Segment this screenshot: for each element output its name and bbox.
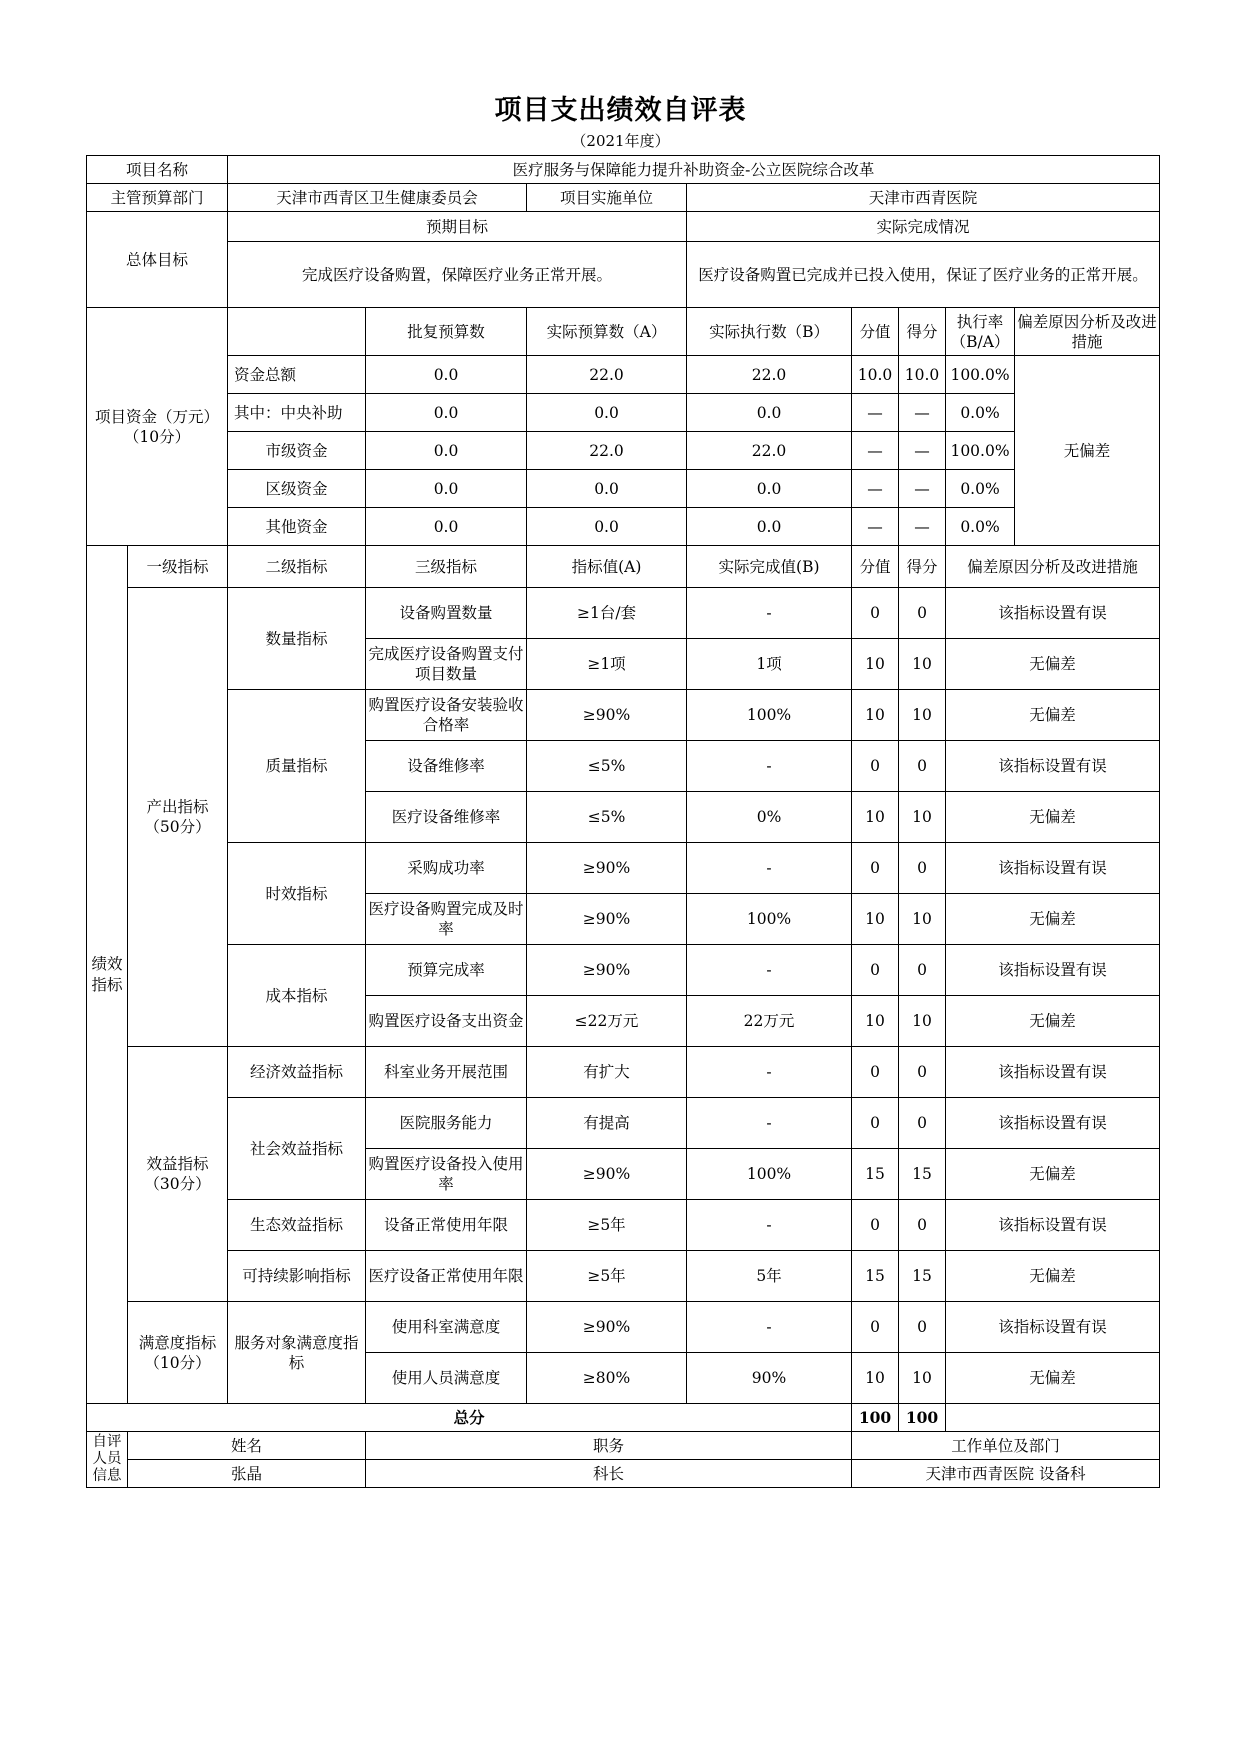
- perf-header-actual: 实际完成值(B): [687, 546, 852, 588]
- fund-row-rate: 0.0%: [946, 394, 1015, 432]
- level2-indicator: 经济效益指标: [228, 1047, 366, 1098]
- score-value: 15: [852, 1251, 899, 1302]
- deviation-note: 该指标设置有误: [946, 945, 1160, 996]
- fund-row-got: —: [899, 432, 946, 470]
- got-value: 0: [899, 843, 946, 894]
- level3-indicator: 医院服务能力: [366, 1098, 527, 1149]
- score-value: 0: [852, 945, 899, 996]
- goal-label: 总体目标: [87, 212, 228, 308]
- indicator-row: [87, 1098, 1160, 1149]
- level1-indicator: 效益指标（30分）: [128, 1047, 228, 1302]
- got-value: 0: [899, 741, 946, 792]
- level2-indicator: 可持续影响指标: [228, 1251, 366, 1302]
- reviewer-title: 科长: [366, 1460, 852, 1488]
- score-value: 10: [852, 996, 899, 1047]
- fund-row-score: —: [852, 432, 899, 470]
- target-value: ≥5年: [527, 1251, 687, 1302]
- fund-row-name: 其他资金: [228, 508, 366, 546]
- level3-indicator: 采购成功率: [366, 843, 527, 894]
- reviewer-title-label: 职务: [366, 1432, 852, 1460]
- expected-goal: 完成医疗设备购置，保障医疗业务正常开展。: [228, 242, 687, 308]
- target-value: ≥5年: [527, 1200, 687, 1251]
- fund-row-score: —: [852, 470, 899, 508]
- actual-value: 22万元: [687, 996, 852, 1047]
- total-got: 100: [899, 1404, 946, 1432]
- deviation-note: 无偏差: [946, 1149, 1160, 1200]
- actual-value: 100%: [687, 690, 852, 741]
- got-value: 15: [899, 1149, 946, 1200]
- level3-indicator: 设备正常使用年限: [366, 1200, 527, 1251]
- target-value: ≤5%: [527, 792, 687, 843]
- deviation-note: 无偏差: [946, 894, 1160, 945]
- perf-header-l2: 二级指标: [228, 546, 366, 588]
- project-name-label: 项目名称: [87, 156, 228, 184]
- actual-value: -: [687, 588, 852, 639]
- target-value: ≥90%: [527, 690, 687, 741]
- funds-header-rate: 执行率（B/A）: [946, 308, 1015, 356]
- total-blank: [946, 1404, 1160, 1432]
- indicator-row: [87, 1302, 1160, 1353]
- got-value: 0: [899, 1302, 946, 1353]
- funds-header-exec: 实际执行数（B）: [687, 308, 852, 356]
- got-value: 10: [899, 894, 946, 945]
- perf-header-l3: 三级指标: [366, 546, 527, 588]
- level2-indicator: 社会效益指标: [228, 1098, 366, 1200]
- actual-value: -: [687, 1047, 852, 1098]
- reviewer-org: 天津市西青医院 设备科: [852, 1460, 1160, 1488]
- perf-header-deviation: 偏差原因分析及改进措施: [946, 546, 1160, 588]
- level3-indicator: 医疗设备购置完成及时率: [366, 894, 527, 945]
- actual-value: -: [687, 945, 852, 996]
- deviation-note: 无偏差: [946, 1353, 1160, 1404]
- fund-row-exec: 22.0: [687, 432, 852, 470]
- level2-indicator: 服务对象满意度指标: [228, 1302, 366, 1404]
- fund-row-name: 其中：中央补助: [228, 394, 366, 432]
- actual-value: 1项: [687, 639, 852, 690]
- performance-section: [87, 546, 1160, 1404]
- target-value: ≥90%: [527, 894, 687, 945]
- actual-value: -: [687, 741, 852, 792]
- level3-indicator: 使用人员满意度: [366, 1353, 527, 1404]
- fund-row-score: —: [852, 508, 899, 546]
- perf-header-l1: 一级指标: [128, 546, 228, 588]
- fund-row-exec: 22.0: [687, 356, 852, 394]
- reviewer-org-label: 工作单位及部门: [852, 1432, 1160, 1460]
- dept-value: 天津市西青区卫生健康委员会: [228, 184, 527, 212]
- deviation-note: 无偏差: [946, 690, 1160, 741]
- expected-goal-header: 预期目标: [228, 212, 687, 242]
- level3-indicator: 购置医疗设备安装验收合格率: [366, 690, 527, 741]
- form-title: 项目支出绩效自评表: [494, 95, 747, 126]
- indicator-row: [87, 945, 1160, 996]
- unit-label: 项目实施单位: [527, 184, 687, 212]
- funds-deviation: 无偏差: [1015, 356, 1160, 546]
- fund-row-got: —: [899, 394, 946, 432]
- funds-header-deviation: 偏差原因分析及改进措施: [1015, 308, 1160, 356]
- target-value: 有扩大: [527, 1047, 687, 1098]
- fund-row-got: —: [899, 470, 946, 508]
- level3-indicator: 购置医疗设备支出资金: [366, 996, 527, 1047]
- deviation-note: 该指标设置有误: [946, 1047, 1160, 1098]
- fund-row-approved: 0.0: [366, 432, 527, 470]
- reviewer-label: 自评人员信息: [87, 1432, 128, 1488]
- deviation-note: 该指标设置有误: [946, 741, 1160, 792]
- fund-row-rate: 100.0%: [946, 356, 1015, 394]
- actual-value: -: [687, 1302, 852, 1353]
- deviation-note: 该指标设置有误: [946, 588, 1160, 639]
- perf-header-score: 分值: [852, 546, 899, 588]
- score-value: 15: [852, 1149, 899, 1200]
- score-value: 0: [852, 741, 899, 792]
- actual-value: 100%: [687, 894, 852, 945]
- fund-row-score: —: [852, 394, 899, 432]
- deviation-note: 无偏差: [946, 996, 1160, 1047]
- fund-row-name: 资金总额: [228, 356, 366, 394]
- level1-indicator: 产出指标（50分）: [128, 588, 228, 1047]
- fund-row-rate: 0.0%: [946, 470, 1015, 508]
- fund-row-approved: 0.0: [366, 356, 527, 394]
- fund-row-got: —: [899, 508, 946, 546]
- level3-indicator: 完成医疗设备购置支付项目数量: [366, 639, 527, 690]
- reviewer-name-label: 姓名: [128, 1432, 366, 1460]
- fund-row-approved: 0.0: [366, 508, 527, 546]
- funds-header-blank: [228, 308, 366, 356]
- got-value: 0: [899, 1200, 946, 1251]
- target-value: 有提高: [527, 1098, 687, 1149]
- fund-row-approved: 0.0: [366, 394, 527, 432]
- perf-label: 绩效指标: [87, 546, 128, 1404]
- score-value: 10: [852, 894, 899, 945]
- indicator-row: [87, 1200, 1160, 1251]
- actual-value: 100%: [687, 1149, 852, 1200]
- funds-header-score: 分值: [852, 308, 899, 356]
- level3-indicator: 使用科室满意度: [366, 1302, 527, 1353]
- level3-indicator: 设备维修率: [366, 741, 527, 792]
- target-value: ≤22万元: [527, 996, 687, 1047]
- score-value: 0: [852, 843, 899, 894]
- indicator-row: [87, 1047, 1160, 1098]
- level3-indicator: 科室业务开展范围: [366, 1047, 527, 1098]
- level2-indicator: 时效指标: [228, 843, 366, 945]
- reviewer-name: 张晶: [128, 1460, 366, 1488]
- actual-value: -: [687, 1200, 852, 1251]
- fund-row-budget: 0.0: [527, 470, 687, 508]
- funds-header-approved: 批复预算数: [366, 308, 527, 356]
- project-name: 医疗服务与保障能力提升补助资金-公立医院综合改革: [228, 156, 1160, 184]
- score-value: 0: [852, 1047, 899, 1098]
- fund-row-name: 区级资金: [228, 470, 366, 508]
- score-value: 10: [852, 690, 899, 741]
- deviation-note: 无偏差: [946, 1251, 1160, 1302]
- level2-indicator: 成本指标: [228, 945, 366, 1047]
- total-score: 100: [852, 1404, 899, 1432]
- actual-value: 0%: [687, 792, 852, 843]
- score-value: 10: [852, 639, 899, 690]
- target-value: ≥90%: [527, 945, 687, 996]
- fund-row-name: 市级资金: [228, 432, 366, 470]
- level3-indicator: 预算完成率: [366, 945, 527, 996]
- dept-label: 主管预算部门: [87, 184, 228, 212]
- score-value: 0: [852, 588, 899, 639]
- score-value: 0: [852, 1098, 899, 1149]
- perf-header-target: 指标值(A): [527, 546, 687, 588]
- got-value: 10: [899, 639, 946, 690]
- deviation-note: 该指标设置有误: [946, 1302, 1160, 1353]
- got-value: 0: [899, 945, 946, 996]
- actual-goal-header: 实际完成情况: [687, 212, 1160, 242]
- level3-indicator: 设备购置数量: [366, 588, 527, 639]
- deviation-note: 该指标设置有误: [946, 1098, 1160, 1149]
- level2-indicator: 生态效益指标: [228, 1200, 366, 1251]
- form-year: （2021年度）: [571, 132, 670, 150]
- level2-indicator: 质量指标: [228, 690, 366, 843]
- indicator-row: [87, 690, 1160, 741]
- got-value: 10: [899, 996, 946, 1047]
- target-value: ≥1项: [527, 639, 687, 690]
- target-value: ≥1台/套: [527, 588, 687, 639]
- score-value: 10: [852, 1353, 899, 1404]
- fund-row-budget: 22.0: [527, 432, 687, 470]
- got-value: 0: [899, 1098, 946, 1149]
- fund-row-budget: 0.0: [527, 508, 687, 546]
- got-value: 0: [899, 588, 946, 639]
- level1-indicator: 满意度指标（10分）: [128, 1302, 228, 1404]
- fund-row-budget: 22.0: [527, 356, 687, 394]
- got-value: 10: [899, 792, 946, 843]
- perf-header-got: 得分: [899, 546, 946, 588]
- fund-row-exec: 0.0: [687, 470, 852, 508]
- target-value: ≥90%: [527, 1149, 687, 1200]
- got-value: 10: [899, 1353, 946, 1404]
- got-value: 0: [899, 1047, 946, 1098]
- score-value: 0: [852, 1302, 899, 1353]
- target-value: ≥90%: [527, 1302, 687, 1353]
- unit-value: 天津市西青医院: [687, 184, 1160, 212]
- deviation-note: 无偏差: [946, 639, 1160, 690]
- score-value: 0: [852, 1200, 899, 1251]
- target-value: ≥90%: [527, 843, 687, 894]
- indicator-row: [87, 1251, 1160, 1302]
- total-label: 总分: [87, 1404, 852, 1432]
- fund-row-rate: 100.0%: [946, 432, 1015, 470]
- indicator-row: [87, 843, 1160, 894]
- fund-row-exec: 0.0: [687, 394, 852, 432]
- fund-row-score: 10.0: [852, 356, 899, 394]
- deviation-note: 无偏差: [946, 792, 1160, 843]
- fund-row-rate: 0.0%: [946, 508, 1015, 546]
- fund-row-approved: 0.0: [366, 470, 527, 508]
- actual-value: -: [687, 843, 852, 894]
- level3-indicator: 医疗设备正常使用年限: [366, 1251, 527, 1302]
- target-value: ≤5%: [527, 741, 687, 792]
- deviation-note: 该指标设置有误: [946, 843, 1160, 894]
- actual-value: -: [687, 1098, 852, 1149]
- actual-goal: 医疗设备购置已完成并已投入使用，保证了医疗业务的正常开展。: [687, 242, 1160, 308]
- funds-label: [87, 308, 228, 546]
- self-evaluation-table: [86, 155, 1160, 1488]
- level3-indicator: 购置医疗设备投入使用率: [366, 1149, 527, 1200]
- level3-indicator: 医疗设备维修率: [366, 792, 527, 843]
- fund-row-got: 10.0: [899, 356, 946, 394]
- target-value: ≥80%: [527, 1353, 687, 1404]
- fund-row-exec: 0.0: [687, 508, 852, 546]
- actual-value: 90%: [687, 1353, 852, 1404]
- funds-label-text: 项目资金（万元）（10分）: [95, 407, 220, 446]
- fund-row-budget: 0.0: [527, 394, 687, 432]
- level2-indicator: 数量指标: [228, 588, 366, 690]
- actual-value: 5年: [687, 1251, 852, 1302]
- got-value: 10: [899, 690, 946, 741]
- got-value: 15: [899, 1251, 946, 1302]
- funds-header-got: 得分: [899, 308, 946, 356]
- indicator-row: [87, 588, 1160, 639]
- funds-header-budget: 实际预算数（A）: [527, 308, 687, 356]
- deviation-note: 该指标设置有误: [946, 1200, 1160, 1251]
- score-value: 10: [852, 792, 899, 843]
